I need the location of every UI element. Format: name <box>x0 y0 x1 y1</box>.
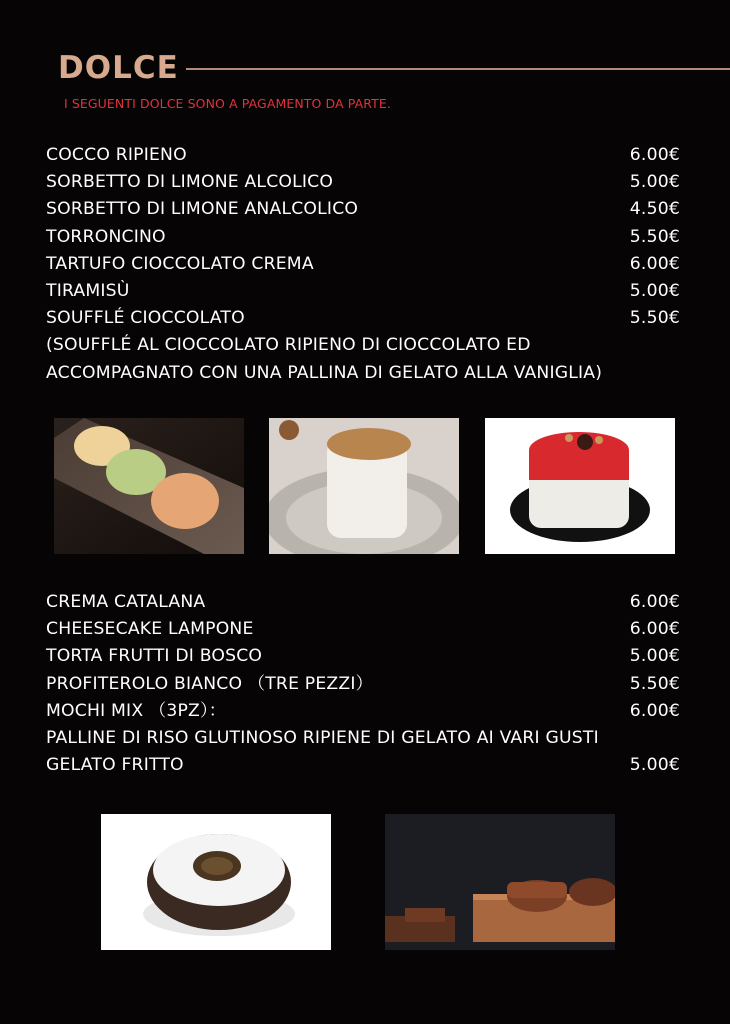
item-price: 5.00€ <box>629 755 680 776</box>
menu-item <box>46 224 686 251</box>
page-subtitle: I SEGUENTI DOLCE SONO A PAGAMENTO DA PARTE. <box>64 96 391 111</box>
torroncino-photo <box>269 418 459 554</box>
item-description-line: PALLINE DI RISO GLUTINOSO RIPIENE DI GELATO AI VARI GUSTI <box>46 727 599 748</box>
coconut-photo <box>101 814 331 950</box>
menu-item <box>46 305 686 332</box>
item-price: 5.00€ <box>629 646 680 667</box>
item-name: PROFITEROLO BIANCO （TRE PEZZI） <box>46 673 374 694</box>
cheesecake-photo <box>485 418 675 554</box>
item-description <box>46 332 686 359</box>
page-title: DOLCE <box>58 50 179 86</box>
item-name: GELATO FRITTO <box>46 755 184 776</box>
menu-item <box>46 752 686 779</box>
dessert-list-1 <box>46 142 686 387</box>
item-name: TARTUFO CIOCCOLATO CREMA <box>46 253 314 274</box>
item-name: COCCO RIPIENO <box>46 145 187 165</box>
item-name: TORTA FRUTTI DI BOSCO <box>46 646 263 667</box>
item-name: CHEESECAKE LAMPONE <box>46 619 254 640</box>
menu-item <box>46 169 686 196</box>
menu-item <box>46 698 686 725</box>
menu-item <box>46 643 686 670</box>
item-price: 6.00€ <box>629 253 680 274</box>
mochi-photo <box>54 418 244 554</box>
item-name: CREMA CATALANA <box>46 592 206 612</box>
menu-item <box>46 589 686 616</box>
item-name: SORBETTO DI LIMONE ANALCOLICO <box>46 199 359 220</box>
item-price: 6.00€ <box>629 145 680 165</box>
item-description <box>46 360 686 387</box>
item-description-line: (SOUFFLÉ AL CIOCCOLATO RIPIENO DI CIOCCOLATO ED <box>46 335 531 356</box>
menu-item <box>46 671 686 698</box>
item-name: SORBETTO DI LIMONE ALCOLICO <box>46 172 334 193</box>
item-name: SOUFFLÉ CIOCCOLATO <box>46 308 245 329</box>
item-price: 5.50€ <box>629 308 680 329</box>
dessert-list-2 <box>46 589 686 779</box>
title-divider <box>186 68 730 70</box>
menu-item <box>46 142 686 169</box>
item-price: 6.00€ <box>629 700 680 721</box>
item-description <box>46 725 686 752</box>
item-price: 4.50€ <box>629 199 680 220</box>
item-description-line: ACCOMPAGNATO CON UNA PALLINA DI GELATO ALLA VANIGLIA) <box>46 362 603 383</box>
menu-item <box>46 616 686 643</box>
item-price: 5.00€ <box>629 280 680 301</box>
menu-item <box>46 196 686 223</box>
item-price: 5.00€ <box>629 172 680 193</box>
item-name: MOCHI MIX （3PZ）： <box>46 700 227 721</box>
menu-header <box>58 50 730 90</box>
menu-item <box>46 278 686 305</box>
item-name: TORRONCINO <box>46 226 166 247</box>
chocolate-souffle-photo <box>385 814 615 950</box>
item-price: 6.00€ <box>629 619 680 640</box>
item-name: TIRAMISÙ <box>46 280 130 301</box>
item-price: 6.00€ <box>629 592 680 612</box>
menu-item <box>46 251 686 278</box>
item-price: 5.50€ <box>629 673 680 694</box>
item-price: 5.50€ <box>629 226 680 247</box>
